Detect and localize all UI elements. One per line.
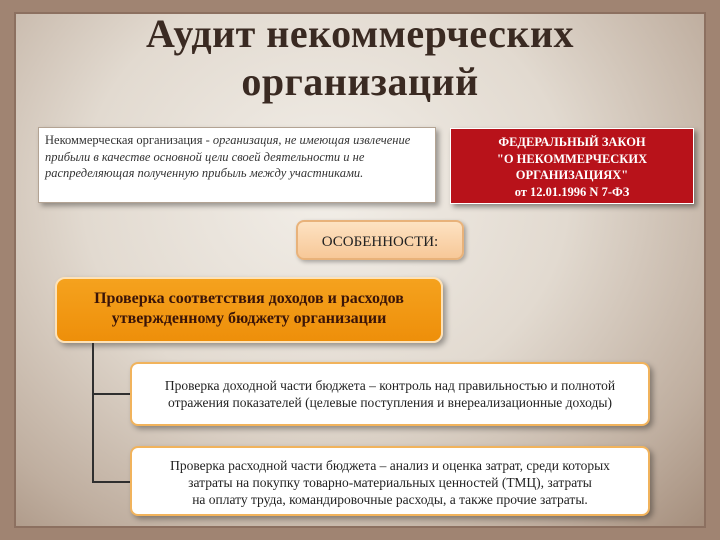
connector-branch-1 [92,393,130,395]
income-check-box [130,362,650,426]
main-check-line-1: Проверка соответствия доходов и расходов [94,290,404,307]
definition-text: организация, не имеющая извлечение прибыли в качестве основной цели своей деятельности и не распределяющая полученную прибыль между участниками. [45,133,411,180]
definition-box [38,127,436,203]
definition-term: Некоммерческая организация - [45,133,210,147]
expense-check-line-1: Проверка расходной части бюджета – анализ и оценка затрат, среди которых [170,458,610,473]
main-check-line-2: утвержденному бюджету организации [111,310,387,327]
title-line-1: Аудит некоммерческих [145,11,574,56]
income-check-line-2: отражения показателей (целевые поступления и внереализационные доходы) [168,395,612,410]
connector-vertical [92,343,94,483]
slide-title [60,10,660,106]
expense-check-box [130,446,650,516]
income-check-line-1: Проверка доходной части бюджета – контроль над правильностью и полнотой [164,378,616,393]
expense-check-line-2: затраты на покупку товарно-материальных ценностей (ТМЦ), затраты [188,475,592,490]
connector-branch-2 [92,481,130,483]
law-line-4: от 12.01.1996 N 7-ФЗ [514,184,630,199]
title-line-2: организаций [241,59,479,104]
federal-law-box [450,128,694,204]
law-line-3: ОРГАНИЗАЦИЯХ" [515,168,629,182]
law-line-1: ФЕДЕРАЛЬНЫЙ ЗАКОН [498,135,646,149]
features-label: ОСОБЕННОСТИ: [296,220,464,260]
expense-check-line-3: на оплату труда, командировочные расходы, а также прочие затраты. [192,492,588,507]
law-line-2: "О НЕКОММЕРЧЕСКИХ [496,151,648,166]
main-check-box [55,277,443,343]
